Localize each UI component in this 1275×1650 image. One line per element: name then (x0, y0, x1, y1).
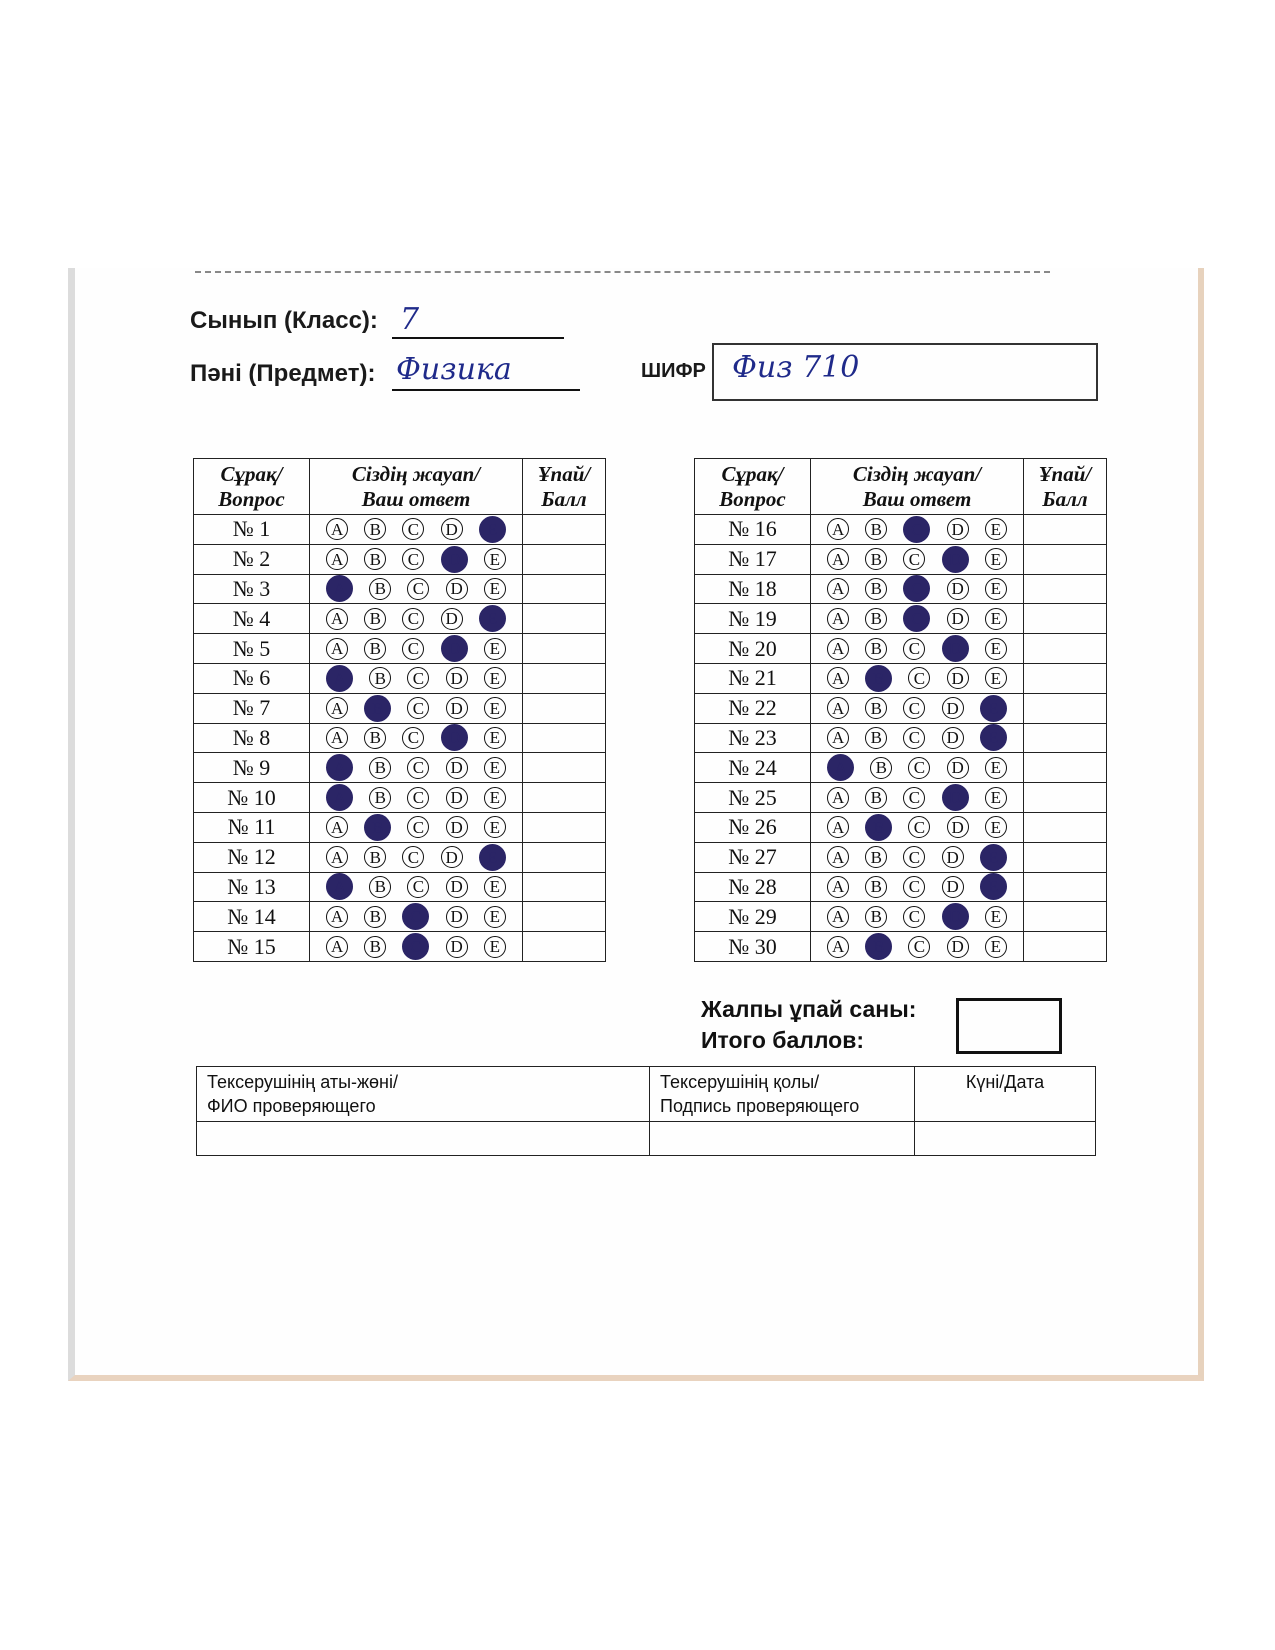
option-bubble-e[interactable]: E (484, 697, 506, 719)
option-bubble-c[interactable]: C (903, 876, 925, 898)
option-bubble-c[interactable]: C (402, 933, 429, 960)
option-bubble-e[interactable]: E (484, 816, 506, 838)
score-cell[interactable] (523, 693, 606, 723)
answer-row (194, 753, 606, 783)
option-bubble-e[interactable]: E (479, 516, 506, 543)
answer-options (310, 842, 523, 872)
answer-options (811, 663, 1024, 693)
option-bubble-c[interactable]: C (402, 518, 424, 540)
answer-row (194, 812, 606, 842)
option-bubble-a[interactable]: A (827, 816, 849, 838)
score-cell[interactable] (1024, 902, 1107, 932)
option-bubble-c[interactable]: C (407, 876, 429, 898)
option-bubble-c[interactable]: C (402, 638, 424, 660)
option-bubble-e[interactable]: E (980, 873, 1007, 900)
checker-table (196, 1066, 1096, 1156)
question-number: № 13 (194, 872, 310, 902)
answer-options (811, 693, 1024, 723)
option-bubble-b[interactable]: B (865, 548, 887, 570)
option-bubble-a[interactable]: A (827, 906, 849, 928)
option-bubble-b[interactable]: B (369, 757, 391, 779)
option-bubble-c[interactable]: C (407, 757, 429, 779)
score-cell[interactable] (523, 544, 606, 574)
option-bubble-a[interactable]: A (326, 846, 348, 868)
answer-row (194, 783, 606, 813)
answer-options (310, 812, 523, 842)
question-number: № 30 (695, 932, 811, 962)
option-bubble-a[interactable]: A (827, 936, 849, 958)
option-bubble-d[interactable]: D (947, 816, 969, 838)
option-bubble-e[interactable]: E (479, 844, 506, 871)
option-bubble-e[interactable]: E (985, 608, 1007, 630)
question-number: № 29 (695, 902, 811, 932)
answer-options (310, 544, 523, 574)
answer-options (811, 783, 1024, 813)
option-bubble-e[interactable]: E (985, 667, 1007, 689)
option-bubble-c[interactable]: C (903, 697, 925, 719)
option-bubble-c[interactable]: C (908, 757, 930, 779)
total-score-box[interactable] (956, 998, 1062, 1054)
subject-value[interactable]: Физика (396, 352, 512, 387)
question-number: № 19 (695, 604, 811, 634)
answer-options (811, 604, 1024, 634)
option-bubble-a[interactable]: A (326, 608, 348, 630)
option-bubble-e[interactable]: E (985, 906, 1007, 928)
question-number: № 22 (695, 693, 811, 723)
option-bubble-d[interactable]: D (441, 518, 463, 540)
score-cell[interactable] (523, 604, 606, 634)
option-bubble-b[interactable]: B (865, 578, 887, 600)
answer-options (310, 574, 523, 604)
answer-options (811, 902, 1024, 932)
option-bubble-b[interactable]: B (369, 787, 391, 809)
answer-options (811, 723, 1024, 753)
score-cell[interactable] (1024, 932, 1107, 962)
answer-row (194, 723, 606, 753)
col-score: Ұпай/ Балл (523, 459, 606, 515)
option-bubble-a[interactable]: A (827, 608, 849, 630)
total-label-ru: Итого баллов: (701, 1027, 865, 1053)
option-bubble-c[interactable]: C (402, 846, 424, 868)
class-label: Сынып (Класс): (190, 307, 378, 334)
option-bubble-a[interactable]: A (326, 548, 348, 570)
option-bubble-a[interactable]: A (827, 518, 849, 540)
option-bubble-a[interactable]: A (827, 846, 849, 868)
question-number: № 27 (695, 842, 811, 872)
question-number: № 7 (194, 693, 310, 723)
question-number: № 15 (194, 932, 310, 962)
option-bubble-d[interactable]: D (942, 697, 964, 719)
checker-date-cell[interactable] (915, 1122, 1096, 1156)
option-bubble-b[interactable]: B (364, 608, 386, 630)
answer-options (811, 515, 1024, 545)
option-bubble-d[interactable]: D (441, 724, 468, 751)
option-bubble-e[interactable]: E (985, 936, 1007, 958)
option-bubble-a[interactable]: A (827, 787, 849, 809)
option-bubble-e[interactable]: E (980, 844, 1007, 871)
option-bubble-c[interactable]: C (903, 575, 930, 602)
option-bubble-e[interactable]: E (484, 876, 506, 898)
answer-row (194, 902, 606, 932)
question-number: № 5 (194, 634, 310, 664)
score-cell[interactable] (523, 663, 606, 693)
answer-row (695, 604, 1107, 634)
question-number: № 20 (695, 634, 811, 664)
answer-options (811, 634, 1024, 664)
option-bubble-d[interactable]: D (947, 936, 969, 958)
score-cell[interactable] (523, 515, 606, 545)
option-bubble-c[interactable]: C (903, 548, 925, 570)
question-number: № 8 (194, 723, 310, 753)
answer-row (695, 634, 1107, 664)
answer-row (194, 634, 606, 664)
answer-row (695, 544, 1107, 574)
score-cell[interactable] (523, 723, 606, 753)
option-bubble-e[interactable]: E (985, 638, 1007, 660)
question-number: № 9 (194, 753, 310, 783)
score-cell[interactable] (523, 902, 606, 932)
option-bubble-a[interactable]: A (827, 727, 849, 749)
option-bubble-b[interactable]: B (865, 608, 887, 630)
answer-row (695, 902, 1107, 932)
answer-row (695, 515, 1107, 545)
answer-options (811, 544, 1024, 574)
answer-row (194, 932, 606, 962)
question-number: № 18 (695, 574, 811, 604)
option-bubble-d[interactable]: D (947, 667, 969, 689)
option-bubble-c[interactable]: C (908, 816, 930, 838)
answer-options (310, 932, 523, 962)
option-bubble-d[interactable]: D (942, 903, 969, 930)
answer-options (811, 842, 1024, 872)
question-number: № 11 (194, 812, 310, 842)
checker-name-cell[interactable] (197, 1122, 650, 1156)
col-question: Сұрақ/ Вопрос (695, 459, 811, 515)
option-bubble-e[interactable]: E (985, 518, 1007, 540)
option-bubble-b[interactable]: B (364, 936, 386, 958)
option-bubble-b[interactable]: B (369, 667, 391, 689)
option-bubble-b[interactable]: B (865, 518, 887, 540)
score-cell[interactable] (523, 842, 606, 872)
answer-options (310, 634, 523, 664)
answer-options (310, 902, 523, 932)
cipher-value: Физ 710 (732, 350, 860, 385)
answer-row (194, 604, 606, 634)
option-bubble-d[interactable]: D (446, 787, 468, 809)
score-cell[interactable] (1024, 872, 1107, 902)
total-label-kz: Жалпы ұпай саны: (701, 996, 917, 1022)
option-bubble-b[interactable]: B (865, 814, 892, 841)
option-bubble-b[interactable]: B (870, 757, 892, 779)
answer-options (811, 753, 1024, 783)
option-bubble-b[interactable]: B (865, 665, 892, 692)
col-question: Сұрақ/ Вопрос (194, 459, 310, 515)
question-number: № 26 (695, 812, 811, 842)
answer-options (310, 723, 523, 753)
question-number: № 4 (194, 604, 310, 634)
option-bubble-e[interactable]: E (484, 578, 506, 600)
option-bubble-c[interactable]: C (402, 608, 424, 630)
option-bubble-d[interactable]: D (947, 757, 969, 779)
score-cell[interactable] (1024, 634, 1107, 664)
option-bubble-a[interactable]: A (326, 665, 353, 692)
cut-line (195, 271, 1050, 273)
answer-options (310, 663, 523, 693)
answer-row (695, 753, 1107, 783)
option-bubble-e[interactable]: E (484, 936, 506, 958)
option-bubble-d[interactable]: D (446, 876, 468, 898)
option-bubble-d[interactable]: D (441, 608, 463, 630)
col-answer: Сіздің жауап/ Ваш ответ (811, 459, 1024, 515)
option-bubble-c[interactable]: C (402, 548, 424, 570)
answer-row (695, 574, 1107, 604)
option-bubble-a[interactable]: A (326, 816, 348, 838)
option-bubble-b[interactable]: B (364, 846, 386, 868)
option-bubble-b[interactable]: B (364, 518, 386, 540)
option-bubble-c[interactable]: C (407, 578, 429, 600)
col-answer: Сіздің жауап/ Ваш ответ (310, 459, 523, 515)
option-bubble-d[interactable]: D (942, 784, 969, 811)
question-number: № 6 (194, 663, 310, 693)
answer-row (695, 693, 1107, 723)
option-bubble-c[interactable]: C (903, 906, 925, 928)
question-number: № 17 (695, 544, 811, 574)
answer-options (310, 604, 523, 634)
option-bubble-b[interactable]: B (369, 876, 391, 898)
cipher-label: ШИФР (641, 360, 706, 382)
option-bubble-d[interactable]: D (446, 697, 468, 719)
option-bubble-c[interactable]: C (402, 727, 424, 749)
option-bubble-a[interactable]: A (326, 575, 353, 602)
option-bubble-a[interactable]: A (326, 906, 348, 928)
option-bubble-d[interactable]: D (446, 906, 468, 928)
score-cell[interactable] (523, 753, 606, 783)
option-bubble-a[interactable]: A (827, 548, 849, 570)
option-bubble-d[interactable]: D (942, 727, 964, 749)
option-bubble-b[interactable]: B (865, 876, 887, 898)
answer-row (695, 872, 1107, 902)
option-bubble-a[interactable]: A (827, 697, 849, 719)
option-bubble-e[interactable]: E (985, 757, 1007, 779)
option-bubble-d[interactable]: D (446, 578, 468, 600)
option-bubble-b[interactable]: B (865, 727, 887, 749)
option-bubble-b[interactable]: B (865, 638, 887, 660)
answer-row (194, 693, 606, 723)
option-bubble-b[interactable]: B (865, 846, 887, 868)
score-cell[interactable] (1024, 812, 1107, 842)
option-bubble-b[interactable]: B (865, 933, 892, 960)
answer-row (695, 663, 1107, 693)
option-bubble-e[interactable]: E (484, 727, 506, 749)
option-bubble-a[interactable]: A (827, 754, 854, 781)
answer-options (811, 872, 1024, 902)
option-bubble-b[interactable]: B (865, 697, 887, 719)
question-number: № 3 (194, 574, 310, 604)
option-bubble-a[interactable]: A (827, 876, 849, 898)
option-bubble-c[interactable]: C (903, 516, 930, 543)
option-bubble-d[interactable]: D (441, 635, 468, 662)
option-bubble-c[interactable]: C (908, 936, 930, 958)
answer-row (695, 783, 1107, 813)
option-bubble-c[interactable]: C (903, 727, 925, 749)
answer-row (194, 663, 606, 693)
answer-options (310, 515, 523, 545)
option-bubble-e[interactable]: E (980, 724, 1007, 751)
answer-row (695, 842, 1107, 872)
answer-row (695, 812, 1107, 842)
option-bubble-c[interactable]: C (903, 787, 925, 809)
option-bubble-c[interactable]: C (407, 697, 429, 719)
score-cell[interactable] (523, 574, 606, 604)
option-bubble-a[interactable]: A (827, 578, 849, 600)
option-bubble-d[interactable]: D (441, 846, 463, 868)
option-bubble-e[interactable]: E (484, 638, 506, 660)
option-bubble-e[interactable]: E (479, 605, 506, 632)
option-bubble-a[interactable]: A (326, 936, 348, 958)
option-bubble-d[interactable]: D (947, 608, 969, 630)
score-cell[interactable] (1024, 842, 1107, 872)
question-number: № 2 (194, 544, 310, 574)
option-bubble-c[interactable]: C (407, 787, 429, 809)
answer-row (194, 842, 606, 872)
checker-name-header: Тексерушінің аты-жөні/ ФИО проверяющего (197, 1067, 650, 1122)
col-score: Ұпай/ Балл (1024, 459, 1107, 515)
score-cell[interactable] (1024, 663, 1107, 693)
option-bubble-b[interactable]: B (364, 727, 386, 749)
class-value[interactable]: 7 (400, 302, 420, 337)
option-bubble-c[interactable]: C (903, 846, 925, 868)
option-bubble-e[interactable]: E (484, 906, 506, 928)
option-bubble-d[interactable]: D (446, 667, 468, 689)
option-bubble-c[interactable]: C (407, 816, 429, 838)
answer-row (695, 932, 1107, 962)
question-number: № 24 (695, 753, 811, 783)
option-bubble-d[interactable]: D (942, 635, 969, 662)
option-bubble-a[interactable]: A (326, 518, 348, 540)
answer-row (194, 515, 606, 545)
option-bubble-e[interactable]: E (985, 787, 1007, 809)
answer-options (310, 872, 523, 902)
answer-options (310, 753, 523, 783)
score-cell[interactable] (523, 932, 606, 962)
answer-row (695, 723, 1107, 753)
option-bubble-d[interactable]: D (446, 936, 468, 958)
class-line (392, 337, 564, 339)
score-cell[interactable] (1024, 753, 1107, 783)
option-bubble-b[interactable]: B (364, 695, 391, 722)
score-cell[interactable] (523, 872, 606, 902)
answers-table-left (193, 458, 606, 962)
option-bubble-a[interactable]: A (326, 754, 353, 781)
option-bubble-b[interactable]: B (865, 787, 887, 809)
option-bubble-a[interactable]: A (326, 638, 348, 660)
answer-row (194, 872, 606, 902)
option-bubble-c[interactable]: C (407, 667, 429, 689)
question-number: № 23 (695, 723, 811, 753)
option-bubble-d[interactable]: D (947, 578, 969, 600)
option-bubble-d[interactable]: D (942, 876, 964, 898)
option-bubble-b[interactable]: B (364, 814, 391, 841)
question-number: № 1 (194, 515, 310, 545)
option-bubble-d[interactable]: D (441, 546, 468, 573)
option-bubble-b[interactable]: B (369, 578, 391, 600)
score-cell[interactable] (1024, 515, 1107, 545)
answers-table-right (694, 458, 1107, 962)
option-bubble-a[interactable]: A (827, 667, 849, 689)
answer-row (194, 574, 606, 604)
score-cell[interactable] (523, 812, 606, 842)
option-bubble-a[interactable]: A (326, 697, 348, 719)
option-bubble-e[interactable]: E (985, 578, 1007, 600)
option-bubble-d[interactable]: D (942, 846, 964, 868)
option-bubble-d[interactable]: D (446, 816, 468, 838)
answer-options (310, 783, 523, 813)
checker-signature-cell[interactable] (650, 1122, 915, 1156)
subject-label: Пәні (Предмет): (190, 360, 376, 387)
option-bubble-b[interactable]: B (364, 638, 386, 660)
answer-options (811, 812, 1024, 842)
option-bubble-b[interactable]: B (364, 906, 386, 928)
question-number: № 12 (194, 842, 310, 872)
option-bubble-e[interactable]: E (484, 757, 506, 779)
option-bubble-a[interactable]: A (326, 784, 353, 811)
score-cell[interactable] (1024, 693, 1107, 723)
question-number: № 14 (194, 902, 310, 932)
option-bubble-e[interactable]: E (484, 548, 506, 570)
score-cell[interactable] (523, 783, 606, 813)
option-bubble-c[interactable]: C (908, 667, 930, 689)
option-bubble-d[interactable]: D (942, 546, 969, 573)
question-number: № 25 (695, 783, 811, 813)
option-bubble-a[interactable]: A (326, 727, 348, 749)
question-number: № 28 (695, 872, 811, 902)
question-number: № 21 (695, 663, 811, 693)
option-bubble-e[interactable]: E (484, 667, 506, 689)
checker-date-header: Күні/Дата (915, 1067, 1096, 1122)
subject-line (392, 389, 580, 391)
score-cell[interactable] (1024, 604, 1107, 634)
option-bubble-d[interactable]: D (446, 757, 468, 779)
option-bubble-b[interactable]: B (364, 548, 386, 570)
score-cell[interactable] (1024, 783, 1107, 813)
score-cell[interactable] (523, 634, 606, 664)
option-bubble-a[interactable]: A (827, 638, 849, 660)
option-bubble-b[interactable]: B (865, 906, 887, 928)
score-cell[interactable] (1024, 574, 1107, 604)
score-cell[interactable] (1024, 723, 1107, 753)
option-bubble-e[interactable]: E (980, 695, 1007, 722)
option-bubble-a[interactable]: A (326, 873, 353, 900)
score-cell[interactable] (1024, 544, 1107, 574)
question-number: № 16 (695, 515, 811, 545)
answer-options (811, 574, 1024, 604)
option-bubble-e[interactable]: E (484, 787, 506, 809)
option-bubble-c[interactable]: C (903, 638, 925, 660)
checker-signature-header: Тексерушінің қолы/ Подпись проверяющего (650, 1067, 915, 1122)
question-number: № 10 (194, 783, 310, 813)
answer-options (310, 693, 523, 723)
option-bubble-c[interactable]: C (402, 903, 429, 930)
answer-options (811, 932, 1024, 962)
option-bubble-d[interactable]: D (947, 518, 969, 540)
option-bubble-e[interactable]: E (985, 548, 1007, 570)
option-bubble-c[interactable]: C (903, 605, 930, 632)
option-bubble-e[interactable]: E (985, 816, 1007, 838)
answer-row (194, 544, 606, 574)
